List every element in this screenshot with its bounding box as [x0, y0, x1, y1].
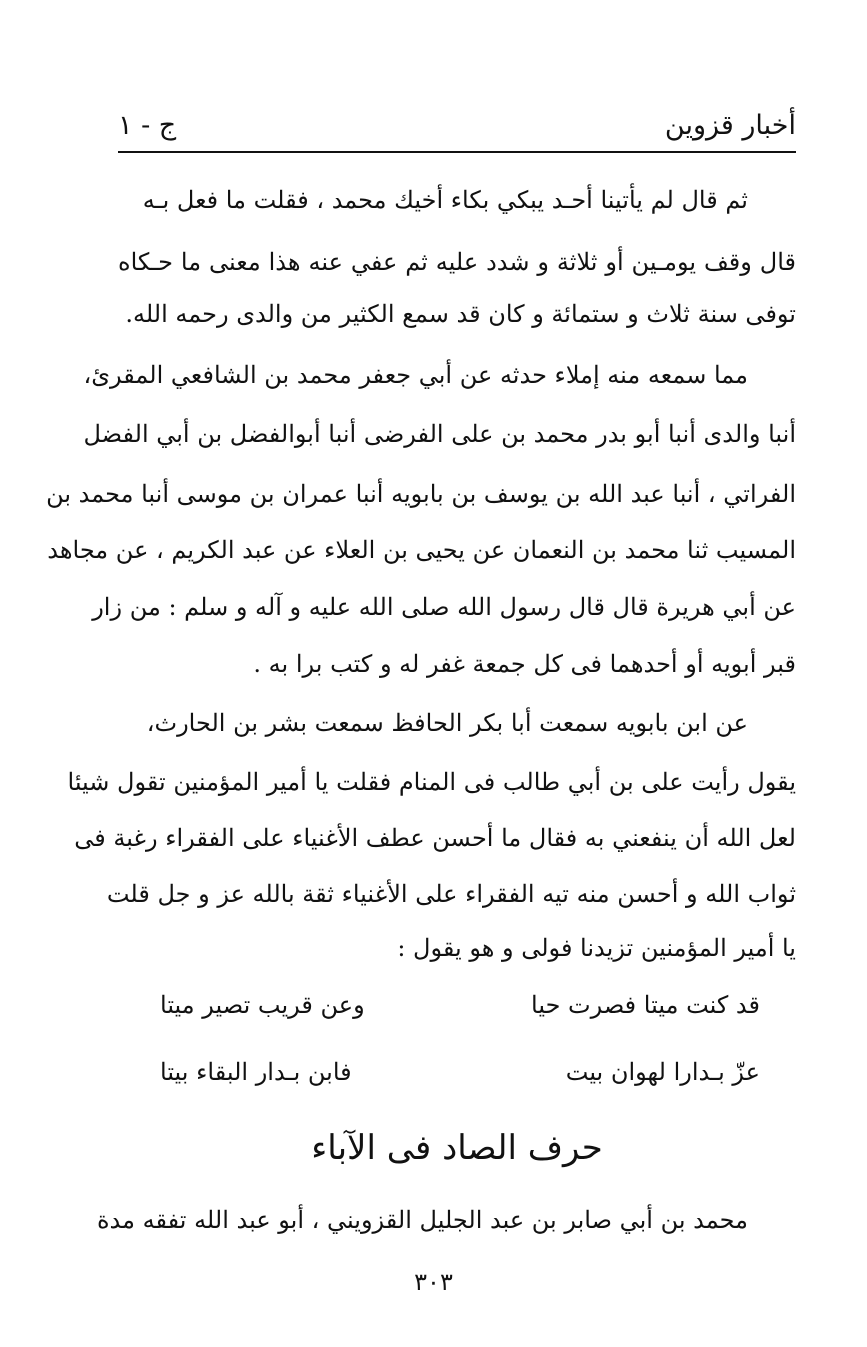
text-line: لعل الله أن ينفعني به فقال ما أحسن عطف الأغنياء على الفقراء رغبة فى [74, 824, 796, 852]
text-line: يا أمير المؤمنين تزيدنا فولى و هو يقول : [397, 934, 796, 962]
verse-hemistich-right: عزّ بـدارا لهوان بيت [565, 1058, 760, 1086]
verse-line [160, 1042, 760, 1102]
header-rule [118, 151, 796, 153]
text-line: ثم قال لم يأتينا أحـد يبكي بكاء أخيك محمد ، فقلت ما فعل بـه [142, 186, 748, 214]
section-heading: حرف الصاد فى الآباء [311, 1128, 603, 1168]
text-line: الفراتي ، أنبا عبد الله بن يوسف بن بابويه أنبا عمران بن موسى أنبا محمد بن [46, 480, 796, 508]
running-header [118, 100, 796, 150]
text-line: عن ابن بابويه سمعت أبا بكر الحافظ سمعت بشر بن الحارث، [146, 709, 748, 737]
verse-hemistich-left: فابن بـدار البقاء بيتا [160, 1058, 352, 1086]
text-line: محمد بن أبي صابر بن عبد الجليل القزويني ، أبو عبد الله تفقه مدة [96, 1206, 748, 1234]
text-line: قبر أبويه أو أحدهما فى كل جمعة غفر له و كتب برا به . [253, 650, 796, 678]
text-line: أنبا والدى أنبا أبو بدر محمد بن على الفرضى أنبا أبوالفضل بن أبي الفضل [83, 420, 796, 448]
header-volume: ج - ١ [118, 109, 177, 141]
text-line: مما سمعه منه إملاء حدثه عن أبي جعفر محمد بن الشافعي المقرئ، [83, 361, 748, 389]
text-line: المسيب ثنا محمد بن النعمان عن يحيى بن العلاء عن عبد الكريم ، عن مجاهد [47, 536, 796, 564]
verse-hemistich-right: قد كنت ميتا فصرت حيا [531, 991, 760, 1019]
verse-line [160, 975, 760, 1035]
text-line: قال وقف يومـين أو ثلاثة و شدد عليه ثم عفي عنه هذا معنى ما حـكاه [118, 248, 796, 276]
text-line: عن أبي هريرة قال قال رسول الله صلى الله عليه و آله و سلم : من زار [92, 593, 796, 621]
verse-hemistich-left: وعن قريب تصير ميتا [160, 991, 365, 1019]
text-line: يقول رأيت على بن أبي طالب فى المنام فقلت يا أمير المؤمنين تقول شيئا [67, 768, 796, 796]
header-title: أخبار قزوين [664, 109, 796, 141]
text-line: ثواب الله و أحسن منه تيه الفقراء على الأغنياء ثقة بالله عز و جل قلت [106, 880, 796, 908]
page-number: ٣٠٣ [414, 1268, 453, 1296]
text-line: توفى سنة ثلاث و ستمائة و كان قد سمع الكثير من والدى رحمه الله. [125, 300, 796, 328]
